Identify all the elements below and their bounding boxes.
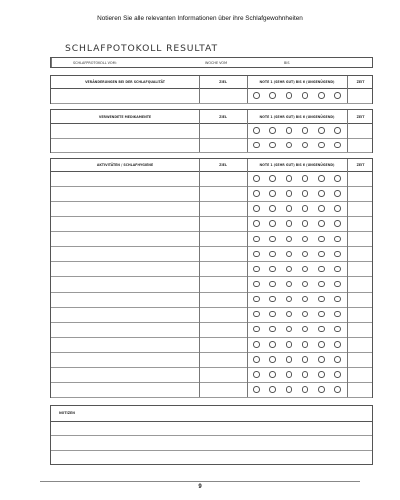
notes-line[interactable]: [51, 421, 372, 436]
rating-circle-6[interactable]: [334, 326, 341, 333]
rating-circle-5[interactable]: [318, 356, 325, 363]
page-number: 9: [198, 484, 202, 490]
rating-circle-6[interactable]: [334, 296, 341, 303]
rating-circle-1[interactable]: [253, 356, 260, 363]
rating-circle-1[interactable]: [253, 311, 260, 318]
rating-circle-3[interactable]: [286, 281, 293, 288]
rating-circle-1[interactable]: [253, 266, 260, 273]
rating-circle-3[interactable]: [286, 127, 293, 134]
rating-circle-1[interactable]: [253, 341, 260, 348]
column-header-time: ZEIT: [356, 163, 365, 167]
rating-circle-5[interactable]: [318, 190, 325, 197]
rating-circle-1[interactable]: [253, 296, 260, 303]
rating-circle-3[interactable]: [286, 220, 293, 227]
notes-label: NOTIZEN: [59, 411, 75, 415]
activities-table: [50, 158, 373, 398]
rating-circle-5[interactable]: [318, 371, 325, 378]
medication-table: [50, 109, 373, 153]
rating-circle-6[interactable]: [334, 236, 341, 243]
rating-circle-6[interactable]: [334, 251, 341, 258]
rating-circle-6[interactable]: [334, 175, 341, 182]
rating-circle-3[interactable]: [286, 326, 293, 333]
column-divider: [347, 76, 348, 103]
notes-line[interactable]: [51, 435, 372, 450]
rating-circle-6[interactable]: [334, 386, 341, 393]
rating-circle-4[interactable]: [302, 142, 309, 149]
table-row: [51, 322, 372, 338]
rating-circle-2[interactable]: [269, 266, 276, 273]
rating-circle-2[interactable]: [269, 341, 276, 348]
rating-circle-4[interactable]: [302, 220, 309, 227]
rating-circle-3[interactable]: [286, 251, 293, 258]
protocol-info-row: [50, 57, 373, 68]
rating-circle-6[interactable]: [334, 311, 341, 318]
column-divider: [247, 76, 248, 103]
sleep-quality-table: [50, 75, 373, 104]
rating-circle-6[interactable]: [334, 92, 341, 99]
rating-circle-4[interactable]: [302, 127, 309, 134]
column-header-time: ZEIT: [356, 114, 365, 119]
rating-circle-6[interactable]: [334, 281, 341, 288]
rating-circle-1[interactable]: [253, 220, 260, 227]
rating-circle-1[interactable]: [253, 281, 260, 288]
column-header-item: AKTIVITÄTEN / SCHLAFHYGIENE: [96, 163, 154, 167]
table-row: [51, 201, 372, 217]
column-divider: [247, 110, 248, 152]
column-divider: [247, 159, 248, 397]
rating-circle-4[interactable]: [302, 371, 309, 378]
table-row: [51, 246, 372, 262]
rating-circle-4[interactable]: [302, 386, 309, 393]
rating-circle-1[interactable]: [253, 92, 260, 99]
table-row: [51, 382, 372, 398]
rating-circle-6[interactable]: [334, 220, 341, 227]
column-divider: [199, 110, 200, 152]
page-title: SCHLAFPOTOKOLL RESULTAT: [65, 43, 218, 54]
rating-circle-4[interactable]: [302, 326, 309, 333]
rating-circle-5[interactable]: [318, 142, 325, 149]
rating-circle-3[interactable]: [286, 92, 293, 99]
week-until-label: BIS: [284, 61, 290, 65]
rating-circle-2[interactable]: [269, 251, 276, 258]
rating-circle-4[interactable]: [302, 311, 309, 318]
column-divider: [347, 159, 348, 397]
rating-circle-2[interactable]: [269, 205, 276, 212]
rating-circle-3[interactable]: [286, 236, 293, 243]
rating-circle-1[interactable]: [253, 251, 260, 258]
column-header-goal: ZIEL: [219, 80, 227, 84]
table-row: [51, 123, 372, 139]
page-heading: Notieren Sie alle relevanten Informationen über ihre Schlafgewohnheiten: [97, 15, 303, 22]
rating-circle-1[interactable]: [253, 142, 260, 149]
rating-circle-3[interactable]: [286, 142, 293, 149]
rating-circle-5[interactable]: [318, 266, 325, 273]
rating-circle-2[interactable]: [269, 386, 276, 393]
rating-circle-2[interactable]: [269, 190, 276, 197]
table-row: [51, 276, 372, 292]
rating-circle-2[interactable]: [269, 127, 276, 134]
rating-circle-3[interactable]: [286, 175, 293, 182]
rating-circle-4[interactable]: [302, 92, 309, 99]
rating-circle-5[interactable]: [318, 251, 325, 258]
rating-circle-1[interactable]: [253, 205, 260, 212]
rating-circle-1[interactable]: [253, 236, 260, 243]
column-divider: [199, 159, 200, 397]
rating-circle-3[interactable]: [286, 311, 293, 318]
rating-circle-1[interactable]: [253, 386, 260, 393]
rating-circle-5[interactable]: [318, 281, 325, 288]
table-row: [51, 88, 372, 104]
rating-circle-6[interactable]: [334, 341, 341, 348]
rating-circle-6[interactable]: [334, 190, 341, 197]
column-header-rating: NOTE 1 (SEHR GUT) BIS 6 (UNGENÜGEND): [259, 163, 335, 167]
rating-circle-1[interactable]: [253, 175, 260, 182]
footer-divider: [40, 481, 360, 482]
rating-circle-2[interactable]: [269, 92, 276, 99]
rating-circle-3[interactable]: [286, 205, 293, 212]
week-from-label: WOCHE VOM: [205, 61, 228, 65]
rating-circle-1[interactable]: [253, 127, 260, 134]
table-row: [51, 367, 372, 383]
table-row: [51, 292, 372, 308]
column-header-item: VERÄNDERUNGEN BEI DER SCHLAFQUALITÄT: [85, 80, 165, 84]
rating-circle-2[interactable]: [269, 311, 276, 318]
rating-circle-3[interactable]: [286, 296, 293, 303]
rating-circle-6[interactable]: [334, 371, 341, 378]
table-row: [51, 138, 372, 154]
rating-circle-2[interactable]: [269, 220, 276, 227]
rating-circle-2[interactable]: [269, 236, 276, 243]
rating-circle-2[interactable]: [269, 326, 276, 333]
rating-circle-5[interactable]: [318, 311, 325, 318]
rating-circle-5[interactable]: [318, 175, 325, 182]
rating-circle-5[interactable]: [318, 326, 325, 333]
rating-circle-2[interactable]: [269, 281, 276, 288]
rating-circle-6[interactable]: [334, 266, 341, 273]
rating-circle-4[interactable]: [302, 266, 309, 273]
rating-circle-3[interactable]: [286, 386, 293, 393]
table-row: [51, 186, 372, 202]
table-row: [51, 231, 372, 247]
rating-circle-1[interactable]: [253, 190, 260, 197]
column-header-goal: ZIEL: [219, 163, 227, 167]
table-row: [51, 261, 372, 277]
rating-circle-2[interactable]: [269, 371, 276, 378]
rating-circle-5[interactable]: [318, 386, 325, 393]
rating-circle-2[interactable]: [269, 296, 276, 303]
rating-circle-2[interactable]: [269, 175, 276, 182]
protocol-date-label: SCHLAFPROTOKOLL VOM:: [73, 61, 117, 65]
rating-circle-5[interactable]: [318, 296, 325, 303]
rating-circle-4[interactable]: [302, 190, 309, 197]
notes-box: [50, 405, 373, 465]
rating-circle-4[interactable]: [302, 236, 309, 243]
rating-circle-2[interactable]: [269, 356, 276, 363]
rating-circle-4[interactable]: [302, 205, 309, 212]
table-row: [51, 307, 372, 323]
rating-circle-4[interactable]: [302, 356, 309, 363]
rating-circle-3[interactable]: [286, 356, 293, 363]
column-header-item: VERWENDETE MEDIKAMENTE: [98, 114, 152, 119]
rating-circle-4[interactable]: [302, 296, 309, 303]
rating-circle-4[interactable]: [302, 281, 309, 288]
rating-circle-3[interactable]: [286, 341, 293, 348]
column-divider: [199, 76, 200, 103]
rating-circle-3[interactable]: [286, 190, 293, 197]
rating-circle-5[interactable]: [318, 236, 325, 243]
rating-circle-5[interactable]: [318, 127, 325, 134]
table-row: [51, 352, 372, 368]
rating-circle-5[interactable]: [318, 341, 325, 348]
column-header-rating: NOTE 1 (SEHR GUT) BIS 6 (UNGENÜGEND): [259, 114, 335, 119]
rating-circle-2[interactable]: [269, 142, 276, 149]
rating-circle-5[interactable]: [318, 92, 325, 99]
notes-line[interactable]: [51, 450, 372, 464]
rating-circle-4[interactable]: [302, 251, 309, 258]
table-row: [51, 216, 372, 232]
column-divider: [347, 110, 348, 152]
rating-circle-1[interactable]: [253, 371, 260, 378]
rating-circle-3[interactable]: [286, 266, 293, 273]
column-header-time: ZEIT: [356, 80, 365, 84]
rating-circle-5[interactable]: [318, 205, 325, 212]
rating-circle-4[interactable]: [302, 175, 309, 182]
table-header: [51, 110, 372, 124]
rating-circle-3[interactable]: [286, 371, 293, 378]
column-header-goal: ZIEL: [219, 114, 227, 119]
rating-circle-6[interactable]: [334, 142, 341, 149]
table-row: [51, 171, 372, 187]
rating-circle-4[interactable]: [302, 341, 309, 348]
column-header-rating: NOTE 1 (SEHR GUT) BIS 6 (UNGENÜGEND): [259, 80, 335, 84]
rating-circle-6[interactable]: [334, 205, 341, 212]
rating-circle-5[interactable]: [318, 220, 325, 227]
table-row: [51, 337, 372, 353]
rating-circle-1[interactable]: [253, 326, 260, 333]
notes-header: [51, 406, 372, 422]
rating-circle-6[interactable]: [334, 356, 341, 363]
rating-circle-6[interactable]: [334, 127, 341, 134]
